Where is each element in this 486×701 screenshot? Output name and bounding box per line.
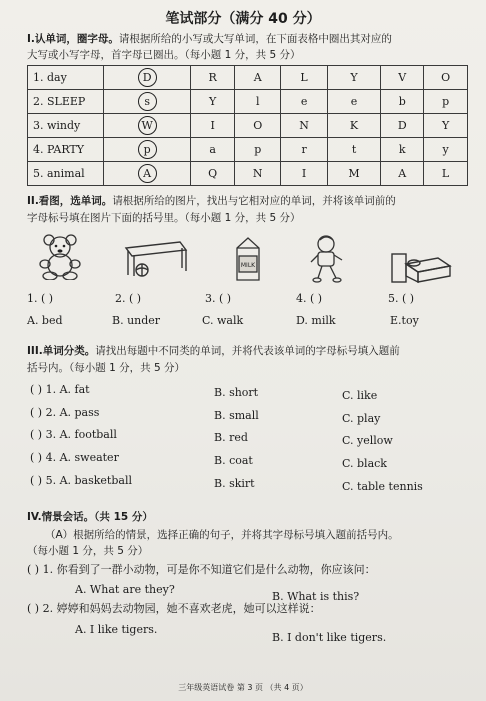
option-c: C. like (342, 389, 378, 402)
answer-blank[interactable]: 2. ( ) (115, 292, 142, 305)
grid-word: 3. windy (28, 114, 104, 138)
grid-letter: M (348, 167, 360, 180)
grid-letter: V (398, 71, 407, 84)
grid-letter: N (252, 167, 263, 180)
grid-letter-cell[interactable] (235, 66, 281, 90)
grid-letter: l (255, 95, 260, 108)
part3-instruction-1: 请找出每题中不同类的单词，并将代表该单词的字母标号填入题前 (95, 345, 400, 357)
question-with-option-a: ( ) 1. A. fat (30, 383, 90, 396)
grid-letter: N (299, 119, 309, 132)
grid-letter: b (398, 95, 406, 108)
circled-letter: p (138, 140, 157, 159)
grid-letter: L (300, 71, 308, 84)
page-footer: 三年级英语试卷 第 3 页 （共 4 页） (178, 683, 308, 692)
option-b: B. skirt (214, 477, 255, 490)
grid-letter-cell[interactable] (235, 114, 281, 138)
grid-letter: I (210, 119, 215, 132)
word-option: D. milk (296, 314, 336, 327)
option-c: C. play (342, 412, 381, 425)
grid-letter: Q (208, 167, 218, 180)
part2-line1 (27, 193, 396, 209)
grid-letter-cell[interactable] (191, 114, 235, 138)
grid-letter: O (253, 119, 263, 132)
grid-letter-cell[interactable] (424, 138, 468, 162)
part2-instruction-2: 字母标号填在图片下面的括号里。（每小题 1 分，共 5 分） (27, 212, 301, 224)
question-with-option-a: ( ) 3. A. football (30, 428, 117, 441)
letter-grid (27, 65, 468, 186)
grid-letter-cell[interactable] (281, 162, 327, 186)
grid-letter: I (301, 167, 307, 180)
part4-instruction-2: （每小题 1 分，共 5 分） (27, 545, 149, 557)
grid-letter-cell[interactable] (281, 114, 327, 138)
grid-letter-cell[interactable] (235, 90, 281, 114)
grid-row (28, 66, 468, 90)
question-1-option-b: B. What is this? (272, 590, 360, 603)
question-2-option-a: A. I like tigers. (75, 623, 158, 636)
part1-heading: I.认单词，圈字母。 (27, 33, 119, 45)
part3-instruction-2: 括号内。（每小题 1 分，共 5 分） (27, 362, 185, 374)
answer-blank[interactable]: 3. ( ) (205, 292, 232, 305)
grid-letter-cell[interactable] (327, 114, 381, 138)
word-option: E.toy (390, 314, 419, 327)
question-1: ( ) 1. 你看到了一群小动物，可是你不知道它们是什么动物，你应该问： (27, 563, 376, 576)
grid-row (28, 90, 468, 114)
grid-letter: K (349, 119, 359, 132)
teddy-bear-picture (35, 232, 85, 280)
grid-letter: k (398, 143, 406, 156)
grid-letter-cell[interactable] (381, 90, 424, 114)
grid-letter-cell[interactable] (381, 138, 424, 162)
grid-letter: r (301, 143, 307, 156)
grid-letter-cell[interactable] (104, 162, 191, 186)
grid-letter-cell[interactable] (327, 90, 381, 114)
grid-row (28, 162, 468, 186)
circled-letter: s (138, 92, 157, 111)
grid-letter: L (441, 167, 450, 180)
circled-letter: D (138, 68, 157, 87)
grid-letter-cell[interactable] (381, 162, 424, 186)
grid-letter-cell[interactable] (381, 66, 424, 90)
grid-letter-cell[interactable] (191, 138, 235, 162)
grid-letter-cell[interactable] (104, 66, 191, 90)
grid-letter: p (442, 95, 450, 108)
grid-letter-cell[interactable] (281, 66, 327, 90)
grid-letter: A (253, 71, 262, 84)
word-option: A. bed (27, 314, 63, 327)
grid-letter: t (351, 143, 357, 156)
part2-heading: II.看图，选单词。 (27, 195, 113, 207)
option-b: B. red (214, 431, 248, 444)
grid-letter-cell[interactable] (191, 162, 235, 186)
answer-blank[interactable]: 4. ( ) (296, 292, 323, 305)
grid-letter: Y (441, 119, 450, 132)
grid-letter-cell[interactable] (327, 66, 381, 90)
grid-letter-cell[interactable] (327, 138, 381, 162)
option-b: B. small (214, 409, 259, 422)
grid-letter-cell[interactable] (424, 90, 468, 114)
grid-letter: y (442, 143, 449, 156)
milk-carton-picture (233, 234, 263, 282)
option-b: B. short (214, 386, 259, 399)
grid-letter: p (254, 143, 262, 156)
question-with-option-a: ( ) 5. A. basketball (30, 474, 132, 487)
grid-row (28, 138, 468, 162)
question-1-option-a: A. What are they? (75, 583, 175, 596)
part3-line1 (27, 343, 400, 359)
grid-letter: Y (350, 71, 358, 84)
grid-letter-cell[interactable] (424, 66, 468, 90)
part2-instruction-1: 请根据所给的图片，找出与它相对应的单词，并将该单词前的 (112, 195, 396, 207)
table-ball-picture (120, 238, 190, 278)
option-c: C. table tennis (342, 480, 423, 493)
page-title: 笔试部分（满分 40 分） (165, 11, 321, 27)
grid-word: 5. animal (28, 162, 104, 186)
part4-heading: IV.情景会话。（共 15 分） (27, 511, 153, 523)
grid-letter-cell[interactable] (104, 114, 191, 138)
question-with-option-a: ( ) 4. A. sweater (30, 451, 119, 464)
question-2-option-b: B. I don't like tigers. (272, 631, 387, 644)
grid-letter-cell[interactable] (381, 114, 424, 138)
grid-letter: Y (209, 95, 217, 108)
grid-letter: R (208, 71, 217, 84)
boy-walking-picture (306, 234, 348, 284)
grid-row (28, 114, 468, 138)
answer-blank[interactable]: 5. ( ) (388, 292, 415, 305)
grid-letter-cell[interactable] (424, 114, 468, 138)
grid-letter-cell[interactable] (191, 66, 235, 90)
word-option: C. walk (202, 314, 244, 327)
grid-letter-cell[interactable] (235, 138, 281, 162)
circled-letter: A (138, 164, 157, 183)
grid-word: 4. PARTY (28, 138, 104, 162)
part1-instruction-1: 请根据所给的小写或大写单词，在下面表格中圈出其对应的 (118, 33, 392, 45)
circled-letter: W (138, 116, 157, 135)
grid-letter-cell[interactable] (281, 90, 327, 114)
grid-letter-cell[interactable] (191, 90, 235, 114)
grid-letter-cell[interactable] (424, 162, 468, 186)
grid-letter: e (350, 95, 358, 108)
grid-word: 1. day (28, 66, 104, 90)
grid-letter: a (209, 143, 216, 156)
answer-blank[interactable]: 1. ( ) (27, 292, 54, 305)
grid-letter-cell[interactable] (327, 162, 381, 186)
grid-letter: O (441, 71, 451, 84)
grid-word: 2. SLEEP (28, 90, 104, 114)
question-2: ( ) 2. 婷婷和妈妈去动物园，她不喜欢老虎，她可以这样说： (27, 602, 321, 615)
grid-letter-cell[interactable] (104, 90, 191, 114)
grid-letter-cell[interactable] (235, 162, 281, 186)
word-option: B. under (112, 314, 161, 327)
part1-instruction-2: 大写或小写字母，首字母已圈出。（每小题 1 分，共 5 分） (27, 49, 301, 61)
part4-instruction: （A）根据所给的情景，选择正确的句子，并将其字母标号填入题前括号内。 (45, 529, 399, 541)
grid-letter-cell[interactable] (281, 138, 327, 162)
grid-letter: A (398, 167, 407, 180)
bed-picture (388, 242, 454, 286)
grid-letter: D (397, 119, 407, 132)
option-c: C. black (342, 457, 387, 470)
grid-letter: e (300, 95, 308, 108)
grid-letter-cell[interactable] (104, 138, 191, 162)
milk-label: MILK (240, 262, 256, 269)
option-b: B. coat (214, 454, 253, 467)
option-c: C. yellow (342, 434, 393, 447)
question-with-option-a: ( ) 2. A. pass (30, 406, 100, 419)
part1-line1 (27, 31, 392, 47)
part3-heading: III.单词分类。 (27, 345, 96, 357)
